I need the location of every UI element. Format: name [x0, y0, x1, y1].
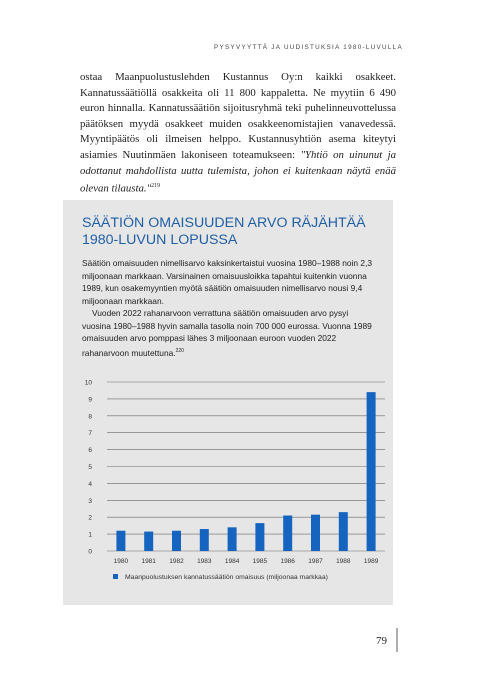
bar-chart [63, 200, 393, 605]
y-tick-label-6: 6 [88, 447, 92, 455]
x-tick-label-1988: 1988 [336, 558, 351, 565]
y-tick-label-7: 7 [88, 430, 92, 438]
x-tick-label-1981: 1981 [141, 558, 156, 565]
y-tick-label-8: 8 [88, 413, 92, 421]
page-number: 79 [376, 635, 387, 647]
bar-1981 [144, 532, 153, 551]
footnote-ref-219: 219 [151, 183, 161, 190]
box-title-line-1: SÄÄTIÖN OMAISUUDEN ARVO RÄJÄHTÄÄ [82, 215, 366, 231]
bar-1980 [116, 531, 125, 551]
body-text: ostaa Maanpuolustuslehden Kustannus Oy:n kaikki osakkeet. Kannatussäätiöllä osakkeita oli 11 800 kappaletta. Ne myytiin 6 490 euron hinnalla. Kannatussäätiön sijoitusryhmä teki puhelinneuvottelussa päätöksen myydä osakkeet muiden osakkeenomistajien vanavedessä. Myyntipäätös oli ilmeisen helppo. Kustannusyhtiön asema kiteytyi asiamies Nuutinmäen lakoniseen toteamukseen: [80, 71, 396, 161]
bar-1983 [200, 529, 209, 551]
x-tick-label-1984: 1984 [224, 558, 240, 565]
box-paragraph-1: Säätiön omaisuuden nimellisarvo kaksinkertaistui vuosina 1980–1988 noin 2,3 miljoonaan markkaan. Varsinainen omaisuusloikka tapahtui kuitenkin vuonna 1989, kun osakemyyntien myötä säätiön omaisuuden nimellisarvo nousi 9,4 miljoonaan markkaan. [82, 258, 373, 306]
running-head: PYSYVYYTTÄ JA UUDISTUKSIA 1980-LUVULLA [213, 44, 403, 51]
bar-1985 [255, 523, 264, 551]
bar-1988 [339, 512, 348, 551]
x-tick-label-1980: 1980 [113, 558, 129, 565]
box-title-line-2: 1980-LUVUN LOPUSSA [82, 232, 238, 248]
info-box [63, 200, 393, 605]
footnote-ref-220: 220 [175, 347, 184, 354]
legend-swatch [113, 574, 118, 579]
x-tick-label-1983: 1983 [197, 558, 212, 565]
y-tick-label-10: 10 [84, 379, 92, 387]
x-tick-label-1986: 1986 [280, 558, 295, 565]
body-quote: "Yhtiö on uinunut ja odottanut mahdollista uutta tulemista, johon ei kuitenkaan näytä enää olevan tilausta." [80, 148, 396, 195]
y-tick-label-5: 5 [88, 464, 92, 471]
bar-1982 [172, 531, 181, 551]
x-tick-label-1987: 1987 [308, 558, 323, 565]
y-tick-label-2: 2 [88, 514, 92, 522]
bar-1989 [367, 392, 376, 551]
x-tick-label-1982: 1982 [169, 558, 184, 565]
box-paragraph-2-text: Vuoden 2022 rahanarvoon verrattuna säätiön omaisuuden arvo pysyi vuosina 1980–1988 hyvin samalla tasolla noin 700 000 eurossa. Vuonna 1989 omaisuuden arvo pomppasi lähes 3 miljoonaan euroon vuoden 2022 rahanarvoon muutettuna. [82, 308, 372, 358]
y-tick-label-1: 1 [88, 531, 92, 539]
y-tick-label-9: 9 [88, 396, 92, 404]
body-paragraph [80, 70, 396, 197]
x-tick-label-1989: 1989 [363, 558, 379, 565]
y-tick-label-3: 3 [88, 497, 92, 505]
bar-1986 [283, 516, 292, 551]
legend-label: Maanpuolustuksen kannatussäätiön omaisuus (miljoonaa markkaa) [125, 574, 328, 581]
y-tick-label-4: 4 [88, 480, 92, 488]
bar-1987 [311, 515, 320, 551]
bar-1984 [228, 527, 237, 551]
x-tick-label-1985: 1985 [252, 558, 268, 565]
y-tick-label-0: 0 [88, 548, 92, 556]
